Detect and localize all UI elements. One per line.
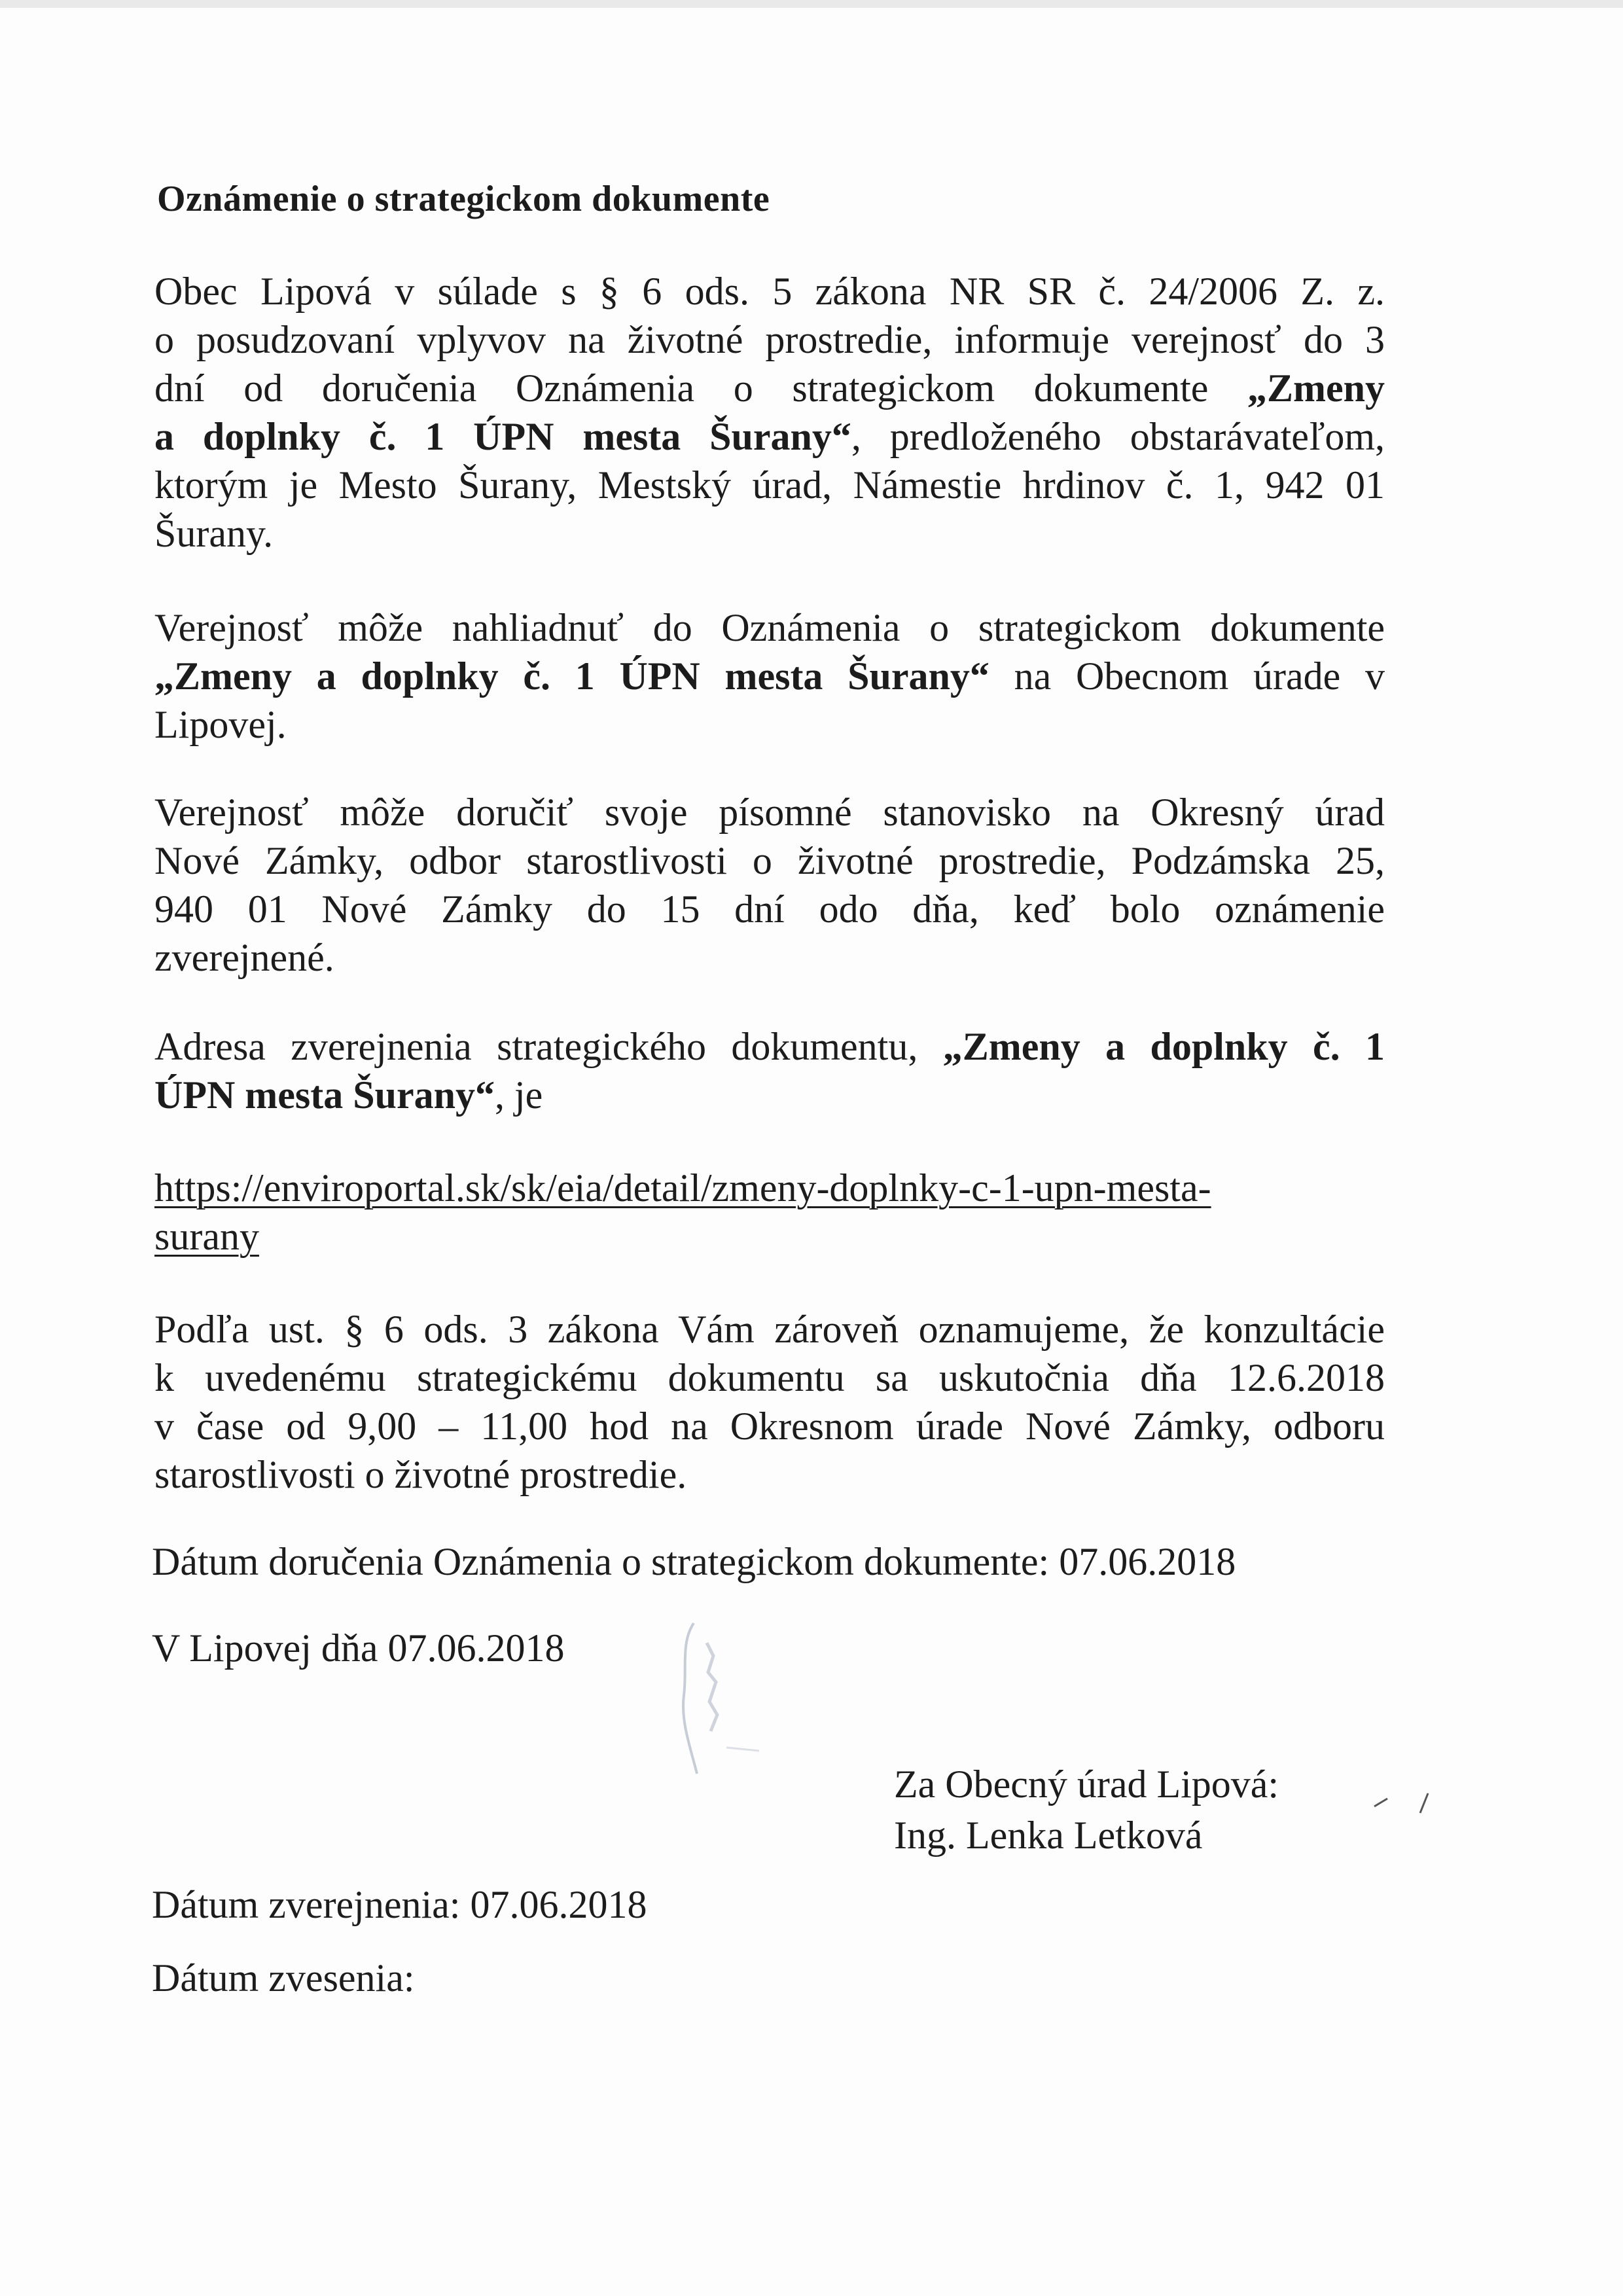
inspect-line-3: Lipovej. xyxy=(154,703,287,746)
paragraph-inspect xyxy=(154,603,1385,749)
consultation-line-2: k uvedenému strategickému dokumentu sa uskutočnia dňa 12.6.2018 xyxy=(154,1356,1385,1399)
comment-line-4: zverejnené. xyxy=(154,936,334,979)
consultation-line-1: Podľa ust. § 6 ods. 3 zákona Vám zároveň oznamujeme, že konzultácie xyxy=(154,1308,1385,1351)
signature-office: Za Obecný úrad Lipová: xyxy=(894,1763,1279,1806)
document-link[interactable] xyxy=(154,1164,1352,1261)
stamp-mark xyxy=(668,1617,766,1787)
comment-line-1: Verejnosť môže doručiť svoje písomné stanovisko na Okresný úrad xyxy=(154,791,1385,834)
paragraph-comment xyxy=(154,788,1385,982)
intro-line-2: o posudzovaní vplyvov na životné prostredie, informuje verejnosť do 3 xyxy=(154,318,1385,361)
intro-line-5: ktorým je Mesto Šurany, Mestský úrad, Námestie hrdinov č. 1, 942 01 xyxy=(154,463,1385,507)
intro-line-6: Šurany. xyxy=(154,512,274,555)
address-line-2: ÚPN mesta Šurany“, je xyxy=(154,1073,543,1117)
delivery-date: Dátum doručenia Oznámenia o strategickom dokumente: 07.06.2018 xyxy=(152,1540,1236,1583)
consultation-line-3: v čase od 9,00 – 11,00 hod na Okresnom úrade Nové Zámky, odboru xyxy=(154,1405,1385,1448)
intro-line-3: dní od doručenia Oznámenia o strategickom dokumente „Zmeny xyxy=(154,367,1385,410)
removal-date: Dátum zvesenia: xyxy=(152,1956,415,2000)
paragraph-address xyxy=(154,1022,1385,1119)
consultation-line-4: starostlivosti o životné prostredie. xyxy=(154,1453,687,1496)
link-line-1[interactable]: https://enviroportal.sk/sk/eia/detail/zmeny-doplnky-c-1-upn-mesta- xyxy=(154,1166,1211,1210)
signature-name: Ing. Lenka Letková xyxy=(894,1814,1203,1857)
published-date: Dátum zverejnenia: 07.06.2018 xyxy=(152,1883,647,1926)
scan-edge xyxy=(0,0,1623,8)
signature-mark xyxy=(1368,1780,1466,1826)
inspect-line-2: „Zmeny a doplnky č. 1 ÚPN mesta Šurany“ na Obecnom úrade v xyxy=(154,655,1385,698)
link-line-2[interactable]: surany xyxy=(154,1215,259,1258)
intro-line-1: Obec Lipová v súlade s § 6 ods. 5 zákona NR SR č. 24/2006 Z. z. xyxy=(154,270,1385,313)
place-date: V Lipovej dňa 07.06.2018 xyxy=(152,1626,565,1670)
comment-line-2: Nové Zámky, odbor starostlivosti o životné prostredie, Podzámska 25, xyxy=(154,839,1385,882)
document-title: Oznámenie o strategickom dokumente xyxy=(157,179,770,219)
address-line-1: Adresa zverejnenia strategického dokumentu, „Zmeny a doplnky č. 1 xyxy=(154,1025,1385,1068)
comment-line-3: 940 01 Nové Zámky do 15 dní odo dňa, keď bolo oznámenie xyxy=(154,888,1385,931)
inspect-line-1: Verejnosť môže nahliadnuť do Oznámenia o strategickom dokumente xyxy=(154,606,1385,649)
paragraph-intro xyxy=(154,267,1385,558)
intro-line-4: a doplnky č. 1 ÚPN mesta Šurany“, predloženého obstarávateľom, xyxy=(154,415,1385,458)
paragraph-consultation xyxy=(154,1305,1385,1499)
